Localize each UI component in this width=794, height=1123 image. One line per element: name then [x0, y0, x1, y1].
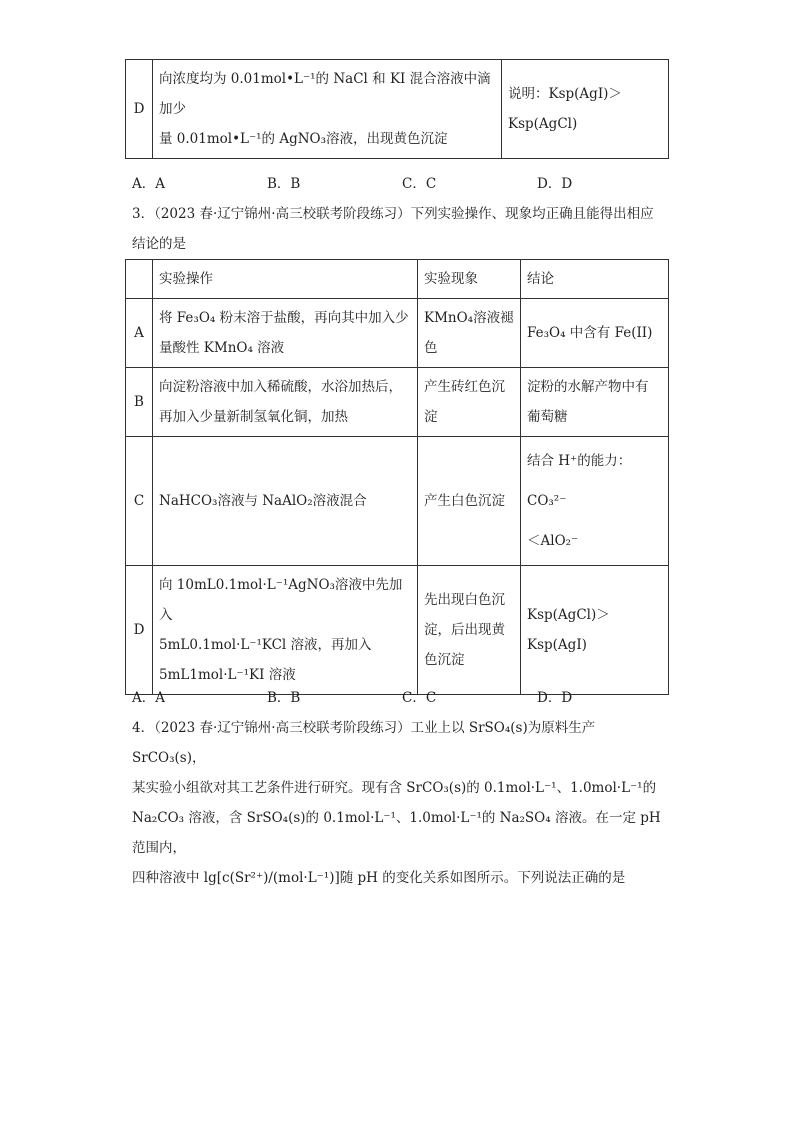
question-line: 3．（2023 春·辽宁锦州·高三校联考阶段练习）下列实验操作、现象均正确且能得出相应 [132, 206, 654, 222]
cell-line: 5mL0.1mol·L⁻¹KCl 溶液，再加入 [159, 637, 372, 653]
answer-choices-q2 [132, 172, 672, 192]
cell-line: 色沉淀 [424, 652, 465, 668]
cell-line: 色 [424, 340, 438, 356]
table-row [126, 566, 669, 695]
cell-line: 葡萄糖 [527, 409, 568, 425]
conclusion-cell [502, 60, 669, 159]
observation-cell [418, 566, 521, 695]
cell-line: 结合 H⁺的能力：CO₃²⁻ [527, 453, 632, 509]
cell-line: ＜AlO₂⁻ [527, 533, 579, 549]
question-line: 四种溶液中 lg[c(Sr²⁺)/(mol·L⁻¹)]随 pH 的变化关系如图所示。下列说法正确的是 [132, 870, 626, 886]
header-conclusion: 结论 [521, 260, 669, 299]
observation-cell [418, 437, 521, 566]
table-header-row [126, 260, 669, 299]
conclusion-cell [521, 437, 669, 566]
cell-line: KMnO₄溶液褪 [424, 310, 514, 326]
operation-cell [153, 437, 418, 566]
choice-d[interactable]: D．D [537, 690, 573, 706]
operation-line: 向浓度均为 0.01mol•L⁻¹的 NaCl 和 KI 混合溶液中滴加少 [159, 71, 491, 117]
question2-table-tail [125, 59, 669, 159]
header-operation: 实验操作 [153, 260, 418, 299]
operation-line: 量 0.01mol•L⁻¹的 AgNO₃溶液，出现黄色沉淀 [159, 131, 448, 147]
cell-line: 再加入少量新制氢氧化铜，加热 [159, 409, 348, 425]
cell-line: 产生砖红色沉 [424, 379, 505, 395]
cell-line: 淀粉的水解产物中有 [527, 379, 649, 395]
question-line: 结论的是 [132, 236, 186, 252]
table-row [126, 299, 669, 368]
conclusion-line: Ksp(AgCl) [508, 116, 578, 132]
conclusion-cell [521, 368, 669, 437]
operation-cell [153, 368, 418, 437]
header-blank [126, 260, 153, 299]
cell-line: 将 Fe₃O₄ 粉末溶于盐酸，再向其中加入少 [159, 310, 409, 326]
question-line: Na₂CO₃ 溶液，含 SrSO₄(s)的 0.1mol·L⁻¹、1.0mol·L⁻¹的 Na₂SO₄ 溶液。在一定 pH 范围内， [132, 810, 661, 856]
cell-line: 向淀粉溶液中加入稀硫酸，水浴加热后， [159, 379, 402, 395]
observation-cell [418, 368, 521, 437]
choice-c[interactable]: C．C [402, 176, 437, 192]
row-label: D [126, 566, 153, 695]
answer-choices-q3 [132, 686, 672, 706]
cell-line: 向 10mL0.1mol·L⁻¹AgNO₃溶液中先加入 [159, 577, 403, 623]
conclusion-line: 说明：Ksp(AgI)＞ [508, 86, 622, 102]
cell-line: 5mL1mol·L⁻¹KI 溶液 [159, 667, 296, 683]
row-label: B [126, 368, 153, 437]
operation-cell [153, 299, 418, 368]
cell-line: 先出现白色沉 [424, 592, 505, 608]
header-observation: 实验现象 [418, 260, 521, 299]
cell-line: 淀 [424, 409, 438, 425]
table-row [126, 368, 669, 437]
row-label: C [126, 437, 153, 566]
question-line: 4．（2023 春·辽宁锦州·高三校联考阶段练习）工业上以 SrSO₄(s)为原料生产 SrCO₃(s)， [132, 720, 596, 766]
row-label: D [126, 60, 153, 159]
row-label: A [126, 299, 153, 368]
question3-table [125, 259, 669, 695]
conclusion-cell [521, 299, 669, 368]
cell-line: 产生白色沉淀 [424, 493, 505, 509]
choice-a[interactable]: A．A [132, 690, 165, 706]
table-row [126, 60, 669, 159]
question4-text [132, 713, 672, 893]
table-row [126, 437, 669, 566]
cell-line: 量酸性 KMnO₄ 溶液 [159, 340, 285, 356]
conclusion-cell [521, 566, 669, 695]
observation-cell [418, 299, 521, 368]
choice-c[interactable]: C．C [402, 690, 437, 706]
cell-line: Ksp(AgCl)＞Ksp(AgI) [527, 607, 610, 653]
question-line: 某实验小组欲对其工艺条件进行研究。现有含 SrCO₃(s)的 0.1mol·L⁻¹、1.0mol·L⁻¹的 [132, 780, 657, 796]
choice-d[interactable]: D．D [537, 176, 573, 192]
cell-line: 淀，后出现黄 [424, 622, 505, 638]
choice-b[interactable]: B．B [267, 690, 301, 706]
cell-line: NaHCO₃溶液与 NaAlO₂溶液混合 [159, 493, 367, 509]
question3-text [132, 199, 672, 259]
operation-cell [153, 566, 418, 695]
cell-line: Fe₃O₄ 中含有 Fe(II) [527, 325, 653, 341]
operation-cell [153, 60, 502, 159]
choice-a[interactable]: A．A [132, 176, 165, 192]
choice-b[interactable]: B．B [267, 176, 301, 192]
